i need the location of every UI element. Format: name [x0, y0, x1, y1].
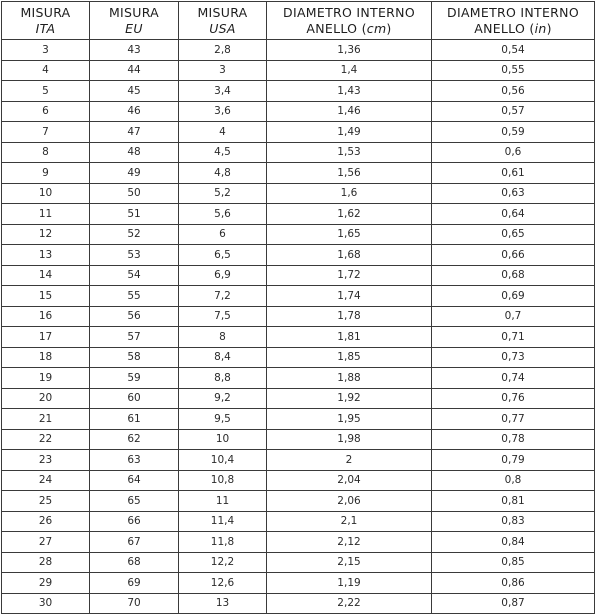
- size-ita-cell: 11: [2, 204, 90, 225]
- table-header: [2, 2, 595, 40]
- diameter-cm-cell: 1,56: [267, 163, 432, 184]
- header-line2: [267, 21, 431, 37]
- diameter-in-cell: 0,69: [432, 286, 595, 307]
- table-row: [2, 368, 595, 389]
- size-usa-cell: 8: [179, 327, 267, 348]
- size-usa-cell: 4,5: [179, 142, 267, 163]
- table-row: [2, 491, 595, 512]
- header-line2: EU: [125, 20, 143, 36]
- size-eu-cell: 54: [90, 265, 179, 286]
- diameter-in-cell: 0,68: [432, 265, 595, 286]
- size-eu-cell: 45: [90, 81, 179, 102]
- size-usa-cell: 10,8: [179, 470, 267, 491]
- size-ita-cell: 22: [2, 429, 90, 450]
- header-line1: MISURA: [20, 4, 71, 20]
- table-row: [2, 306, 595, 327]
- diameter-cm-cell: 2,15: [267, 552, 432, 573]
- diameter-in-cell: 0,55: [432, 60, 595, 81]
- table-row: [2, 224, 595, 245]
- size-eu-cell: 64: [90, 470, 179, 491]
- table-row: [2, 347, 595, 368]
- size-ita-cell: 12: [2, 224, 90, 245]
- diameter-in-cell: 0,85: [432, 552, 595, 573]
- size-ita-cell: 23: [2, 450, 90, 471]
- ring-size-table: [1, 1, 595, 614]
- size-ita-cell: 30: [2, 593, 90, 614]
- size-usa-cell: 3,6: [179, 101, 267, 122]
- table-row: [2, 81, 595, 102]
- table-row: [2, 142, 595, 163]
- size-ita-cell: 19: [2, 368, 90, 389]
- diameter-in-cell: 0,71: [432, 327, 595, 348]
- size-usa-cell: 9,5: [179, 409, 267, 430]
- size-eu-cell: 51: [90, 204, 179, 225]
- size-ita-cell: 29: [2, 573, 90, 594]
- table-row: [2, 573, 595, 594]
- size-usa-cell: 4: [179, 122, 267, 143]
- diameter-cm-cell: 2,1: [267, 511, 432, 532]
- diameter-in-cell: 0,77: [432, 409, 595, 430]
- diameter-cm-cell: 2,22: [267, 593, 432, 614]
- size-ita-cell: 26: [2, 511, 90, 532]
- diameter-in-cell: 0,59: [432, 122, 595, 143]
- table-row: [2, 122, 595, 143]
- size-eu-cell: 44: [90, 60, 179, 81]
- diameter-in-cell: 0,74: [432, 368, 595, 389]
- size-eu-cell: 46: [90, 101, 179, 122]
- diameter-in-cell: 0,73: [432, 347, 595, 368]
- diameter-cm-cell: 1,95: [267, 409, 432, 430]
- size-ita-cell: 4: [2, 60, 90, 81]
- size-eu-cell: 53: [90, 245, 179, 266]
- diameter-in-cell: 0,7: [432, 306, 595, 327]
- size-ita-cell: 21: [2, 409, 90, 430]
- diameter-cm-cell: 1,81: [267, 327, 432, 348]
- table-row: [2, 429, 595, 450]
- diameter-cm-cell: 1,88: [267, 368, 432, 389]
- table-row: [2, 204, 595, 225]
- size-ita-cell: 27: [2, 532, 90, 553]
- diameter-cm-cell: 2: [267, 450, 432, 471]
- diameter-in-cell: 0,79: [432, 450, 595, 471]
- table-row: [2, 183, 595, 204]
- header-line2: [432, 21, 594, 37]
- header-diametro-in: [432, 2, 595, 40]
- table-row: [2, 470, 595, 491]
- table-row: [2, 409, 595, 430]
- diameter-cm-cell: 1,98: [267, 429, 432, 450]
- size-eu-cell: 70: [90, 593, 179, 614]
- size-ita-cell: 20: [2, 388, 90, 409]
- size-usa-cell: 11,8: [179, 532, 267, 553]
- header-line2: ITA: [35, 20, 56, 36]
- size-usa-cell: 5,6: [179, 204, 267, 225]
- size-usa-cell: 11: [179, 491, 267, 512]
- diameter-cm-cell: 1,4: [267, 60, 432, 81]
- size-eu-cell: 52: [90, 224, 179, 245]
- diameter-in-cell: 0,84: [432, 532, 595, 553]
- size-usa-cell: 9,2: [179, 388, 267, 409]
- diameter-cm-cell: 2,06: [267, 491, 432, 512]
- diameter-in-cell: 0,86: [432, 573, 595, 594]
- header-misura-eu: [90, 2, 179, 40]
- size-eu-cell: 57: [90, 327, 179, 348]
- size-eu-cell: 61: [90, 409, 179, 430]
- diameter-in-cell: 0,81: [432, 491, 595, 512]
- diameter-in-cell: 0,87: [432, 593, 595, 614]
- table-row: [2, 388, 595, 409]
- diameter-in-cell: 0,76: [432, 388, 595, 409]
- size-ita-cell: 8: [2, 142, 90, 163]
- diameter-cm-cell: 1,36: [267, 40, 432, 61]
- header-unit: cm: [366, 20, 387, 36]
- size-ita-cell: 5: [2, 81, 90, 102]
- header-misura-usa: [179, 2, 267, 40]
- diameter-in-cell: 0,63: [432, 183, 595, 204]
- size-ita-cell: 10: [2, 183, 90, 204]
- header-line2-suffix: ): [546, 20, 552, 36]
- diameter-in-cell: 0,83: [432, 511, 595, 532]
- size-usa-cell: 3,4: [179, 81, 267, 102]
- table-row: [2, 265, 595, 286]
- header-line1: DIAMETRO INTERNO: [283, 4, 415, 20]
- diameter-in-cell: 0,78: [432, 429, 595, 450]
- size-eu-cell: 59: [90, 368, 179, 389]
- size-ita-cell: 3: [2, 40, 90, 61]
- table-row: [2, 245, 595, 266]
- diameter-cm-cell: 1,49: [267, 122, 432, 143]
- size-usa-cell: 4,8: [179, 163, 267, 184]
- header-row: [2, 2, 595, 40]
- size-usa-cell: 3: [179, 60, 267, 81]
- diameter-cm-cell: 1,62: [267, 204, 432, 225]
- size-ita-cell: 6: [2, 101, 90, 122]
- size-ita-cell: 15: [2, 286, 90, 307]
- size-usa-cell: 6: [179, 224, 267, 245]
- size-ita-cell: 28: [2, 552, 90, 573]
- diameter-cm-cell: 1,53: [267, 142, 432, 163]
- size-eu-cell: 43: [90, 40, 179, 61]
- table-row: [2, 327, 595, 348]
- diameter-cm-cell: 1,92: [267, 388, 432, 409]
- size-eu-cell: 65: [90, 491, 179, 512]
- diameter-cm-cell: 1,19: [267, 573, 432, 594]
- header-misura-ita: [2, 2, 90, 40]
- size-ita-cell: 13: [2, 245, 90, 266]
- table-body: [2, 40, 595, 614]
- size-usa-cell: 10,4: [179, 450, 267, 471]
- diameter-cm-cell: 1,85: [267, 347, 432, 368]
- header-line2-prefix: ANELLO (: [474, 20, 535, 36]
- header-line1: DIAMETRO INTERNO: [447, 4, 579, 20]
- table-row: [2, 60, 595, 81]
- diameter-in-cell: 0,8: [432, 470, 595, 491]
- diameter-in-cell: 0,6: [432, 142, 595, 163]
- size-eu-cell: 49: [90, 163, 179, 184]
- size-ita-cell: 17: [2, 327, 90, 348]
- diameter-cm-cell: 1,43: [267, 81, 432, 102]
- size-ita-cell: 7: [2, 122, 90, 143]
- diameter-cm-cell: 2,12: [267, 532, 432, 553]
- size-ita-cell: 9: [2, 163, 90, 184]
- size-eu-cell: 67: [90, 532, 179, 553]
- diameter-cm-cell: 1,68: [267, 245, 432, 266]
- header-line2-prefix: ANELLO (: [306, 20, 367, 36]
- diameter-in-cell: 0,56: [432, 81, 595, 102]
- diameter-in-cell: 0,65: [432, 224, 595, 245]
- size-usa-cell: 7,5: [179, 306, 267, 327]
- size-usa-cell: 7,2: [179, 286, 267, 307]
- size-eu-cell: 66: [90, 511, 179, 532]
- header-line1: MISURA: [108, 4, 160, 20]
- size-ita-cell: 18: [2, 347, 90, 368]
- size-ita-cell: 16: [2, 306, 90, 327]
- diameter-cm-cell: 1,74: [267, 286, 432, 307]
- diameter-in-cell: 0,54: [432, 40, 595, 61]
- table-row: [2, 593, 595, 614]
- table-row: [2, 101, 595, 122]
- diameter-in-cell: 0,57: [432, 101, 595, 122]
- diameter-cm-cell: 2,04: [267, 470, 432, 491]
- diameter-cm-cell: 1,46: [267, 101, 432, 122]
- table-row: [2, 450, 595, 471]
- size-eu-cell: 69: [90, 573, 179, 594]
- size-usa-cell: 5,2: [179, 183, 267, 204]
- size-usa-cell: 13: [179, 593, 267, 614]
- diameter-cm-cell: 1,65: [267, 224, 432, 245]
- header-unit: in: [534, 20, 547, 36]
- size-usa-cell: 6,9: [179, 265, 267, 286]
- diameter-in-cell: 0,66: [432, 245, 595, 266]
- header-diametro-cm: [267, 2, 432, 40]
- diameter-cm-cell: 1,6: [267, 183, 432, 204]
- size-eu-cell: 62: [90, 429, 179, 450]
- table-row: [2, 532, 595, 553]
- size-usa-cell: 10: [179, 429, 267, 450]
- diameter-cm-cell: 1,72: [267, 265, 432, 286]
- size-eu-cell: 63: [90, 450, 179, 471]
- size-usa-cell: 11,4: [179, 511, 267, 532]
- size-usa-cell: 8,4: [179, 347, 267, 368]
- size-eu-cell: 60: [90, 388, 179, 409]
- size-usa-cell: 12,6: [179, 573, 267, 594]
- size-ita-cell: 14: [2, 265, 90, 286]
- table-row: [2, 511, 595, 532]
- table-row: [2, 40, 595, 61]
- size-usa-cell: 2,8: [179, 40, 267, 61]
- table-row: [2, 552, 595, 573]
- size-eu-cell: 68: [90, 552, 179, 573]
- diameter-cm-cell: 1,78: [267, 306, 432, 327]
- table-row: [2, 286, 595, 307]
- diameter-in-cell: 0,64: [432, 204, 595, 225]
- header-line1: MISURA: [197, 4, 248, 20]
- size-ita-cell: 25: [2, 491, 90, 512]
- size-eu-cell: 56: [90, 306, 179, 327]
- size-eu-cell: 47: [90, 122, 179, 143]
- size-eu-cell: 58: [90, 347, 179, 368]
- size-ita-cell: 24: [2, 470, 90, 491]
- size-usa-cell: 6,5: [179, 245, 267, 266]
- header-line2: USA: [209, 20, 236, 36]
- size-eu-cell: 55: [90, 286, 179, 307]
- diameter-in-cell: 0,61: [432, 163, 595, 184]
- size-eu-cell: 50: [90, 183, 179, 204]
- size-usa-cell: 12,2: [179, 552, 267, 573]
- size-usa-cell: 8,8: [179, 368, 267, 389]
- header-line2-suffix: ): [386, 20, 392, 36]
- table-row: [2, 163, 595, 184]
- size-eu-cell: 48: [90, 142, 179, 163]
